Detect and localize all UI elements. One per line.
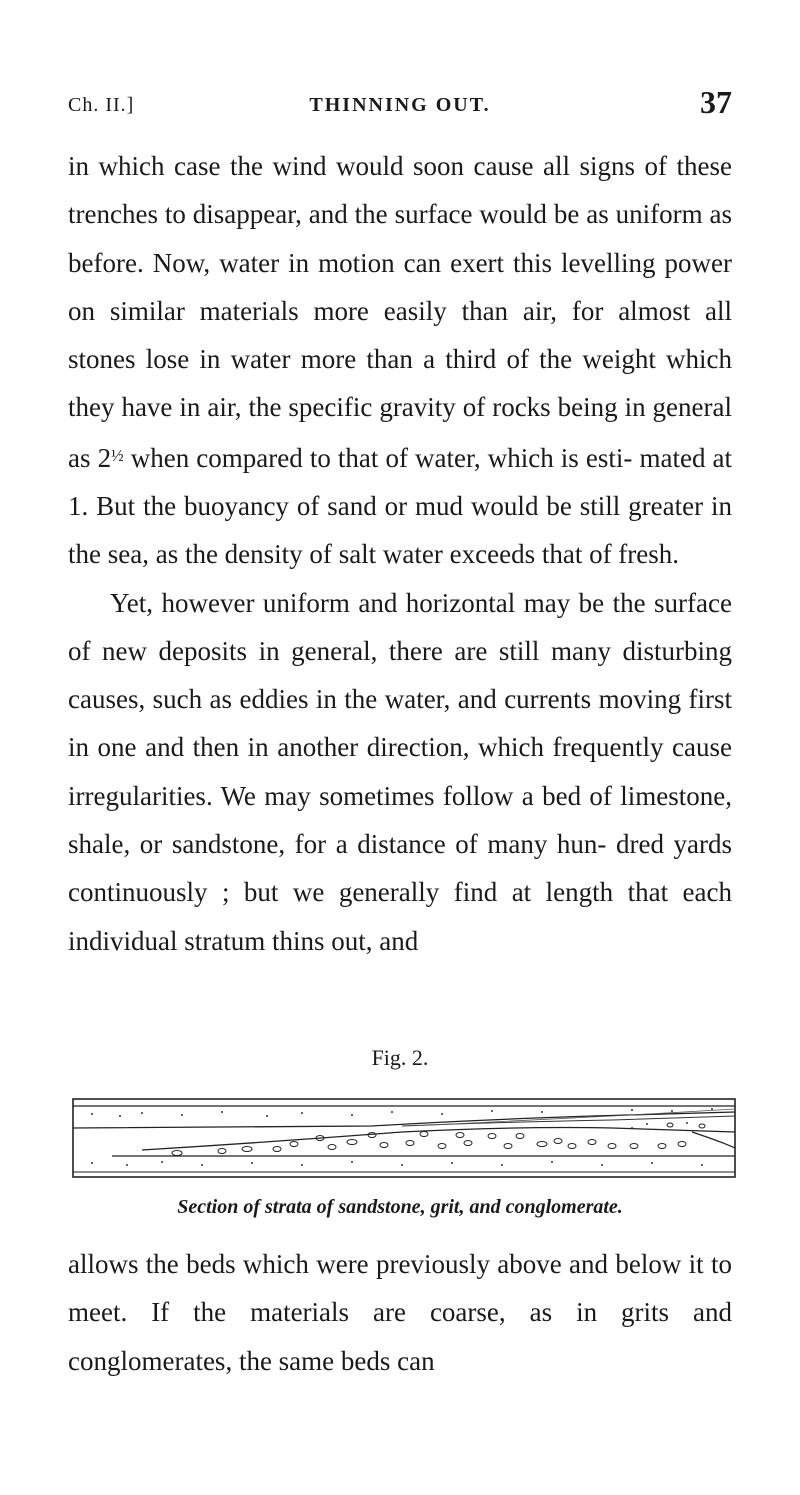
paragraph-2 (68, 579, 732, 965)
text-line: surface of new deposits in general, there are still (68, 587, 732, 666)
paragraph-1 (68, 142, 732, 579)
text-line: below it to meet. If the materials are coarse, as (68, 1249, 732, 1328)
text-line: We may sometimes follow a bed of limestone, (220, 780, 733, 811)
chapter-label: Ch. II.] (68, 94, 135, 116)
text-line: third of the weight which they have in air, the (68, 344, 732, 423)
strata-section-figure (72, 1098, 737, 1180)
fraction-half: ½ (111, 445, 124, 465)
text-line: many disturbing causes, such as eddies in the water, (68, 635, 733, 715)
text-line: dred yards continuously ; but we generally find at (68, 829, 732, 908)
text-line: in grits and conglomerates, the same beds can (68, 1297, 732, 1376)
text-line: and currents moving first in one and then in another (68, 684, 732, 763)
text-line: Yet, however uniform and horizontal may be the (110, 587, 646, 618)
main-text-continued (68, 1240, 732, 1385)
paragraph-3 (68, 1240, 732, 1385)
text-line: almost all stones lose in water more than a (68, 295, 733, 375)
running-header (68, 84, 732, 124)
text-line: salt water exceeds that of fresh. (338, 539, 680, 570)
text-line: surface would be as uniform as before. Now, (68, 199, 732, 278)
text-line: allows the beds which were previously above and (68, 1249, 609, 1279)
text-line: signs of these trenches to disappear, and the (68, 151, 733, 230)
text-line: specific gravity of rocks being in general as 2 (68, 392, 733, 473)
text-line: shale, or sandstone, for a distance of many hun- (68, 829, 607, 859)
figure-caption: Section of strata of sandstone, grit, and conglomerate. (177, 1196, 623, 1218)
text-line: in which case the wind would soon cause all (68, 151, 570, 181)
text-line: length that each individual stratum thins out, and (68, 877, 733, 956)
text-line: when compared to that of water, which is esti- (130, 442, 633, 473)
text-line: on similar materials more easily than air, for (68, 295, 604, 326)
page-number: 37 (700, 84, 732, 120)
text-line: water in motion can exert this levelling power (219, 247, 732, 278)
text-line: mated at 1. But the buoyancy of sand or mud (68, 442, 733, 521)
text-line: direction, which frequently cause irregularities. (68, 732, 733, 811)
main-text (68, 142, 732, 965)
figure-label: Fig. 2. (371, 1045, 429, 1070)
text-line: would be still greater in the sea, as the density of (68, 490, 732, 570)
running-title: THINNING OUT. (309, 94, 491, 116)
